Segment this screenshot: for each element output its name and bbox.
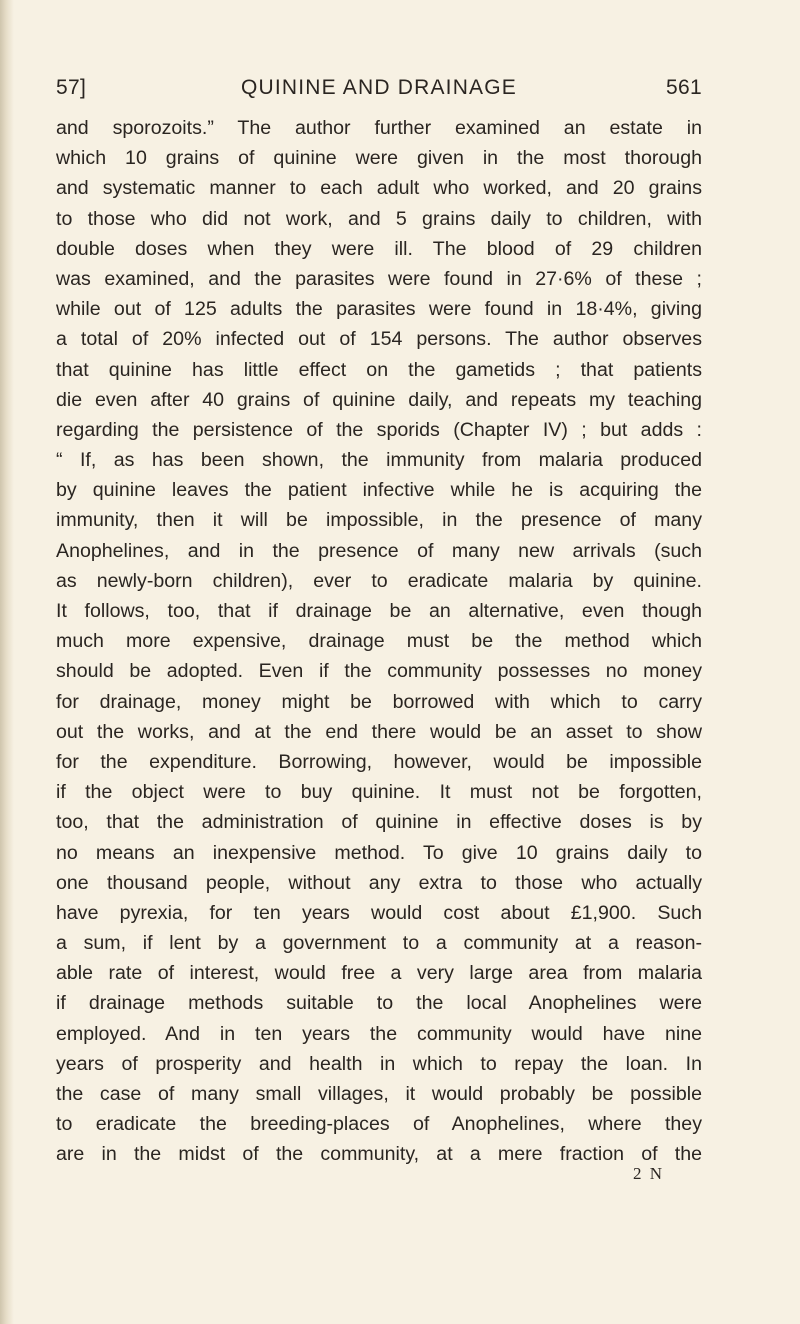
text-line: should be adopted. Even if the community possesses no money (56, 660, 702, 683)
text-line: are in the midst of the community, at a mere fraction of the (56, 1143, 702, 1166)
text-line: able rate of interest, would free a very large area from malaria (56, 962, 702, 985)
text-line: as newly-born children), ever to eradicate malaria by quinine. (56, 569, 702, 592)
text-line: to those who did not work, and 5 grains daily to children, with (56, 207, 702, 230)
text-line: was examined, and the parasites were found in 27·6% of these ; (56, 267, 702, 290)
text-line: a sum, if lent by a government to a community at a reason- (56, 932, 702, 955)
printer-signature-mark: 2 N (633, 1164, 665, 1183)
running-header (56, 76, 702, 106)
text-line: regarding the persistence of the sporids (Chapter IV) ; but adds : (56, 418, 702, 441)
text-line: no means an inexpensive method. To give 10 grains daily to (56, 841, 702, 864)
page-number: 561 (666, 76, 702, 99)
running-title: QUININE AND DRAINAGE (240, 76, 518, 99)
text-line: double doses when they were ill. The blood of 29 children (56, 237, 702, 260)
text-line: employed. And in ten years the community would have nine (56, 1022, 702, 1045)
text-line: and systematic manner to each adult who worked, and 20 grains (56, 177, 702, 200)
text-line: “ If, as has been shown, the immunity from malaria produced (56, 449, 702, 472)
text-line: It follows, too, that if drainage be an alternative, even though (56, 600, 702, 622)
text-line: have pyrexia, for ten years would cost about £1,900. Such (56, 901, 702, 924)
text-line: if drainage methods suitable to the local Anophelines were (56, 992, 702, 1015)
text-line: for drainage, money might be borrowed with which to carry (56, 690, 702, 713)
text-line: much more expensive, drainage must be the method which (56, 630, 702, 653)
text-line: which 10 grains of quinine were given in the most thorough (56, 147, 702, 170)
text-line: immunity, then it will be impossible, in the presence of many (56, 509, 702, 532)
text-line: Anophelines, and in the presence of many new arrivals (such (56, 539, 702, 562)
text-line: if the object were to buy quinine. It must not be forgotten, (56, 781, 702, 804)
section-number: 57] (56, 76, 87, 99)
text-line: die even after 40 grains of quinine daily, and repeats my teaching (56, 388, 702, 411)
page-edge-shadow (0, 0, 14, 1324)
text-line: years of prosperity and health in which to repay the loan. In (56, 1052, 702, 1075)
text-line: a total of 20% infected out of 154 persons. The author observes (56, 328, 702, 351)
text-line: that quinine has little effect on the gametids ; that patients (56, 358, 702, 381)
text-line: by quinine leaves the patient infective while he is acquiring the (56, 479, 702, 502)
text-line: while out of 125 adults the parasites were found in 18·4%, giving (56, 298, 702, 321)
text-line: too, that the administration of quinine in effective doses is by (56, 811, 702, 834)
text-line: out the works, and at the end there would be an asset to show (56, 720, 702, 743)
text-line: the case of many small villages, it would probably be possible (56, 1083, 702, 1105)
text-line: for the expenditure. Borrowing, however, would be impossible (56, 750, 702, 773)
text-line: to eradicate the breeding-places of Anophelines, where they (56, 1113, 702, 1136)
text-line: one thousand people, without any extra to those who actually (56, 871, 702, 894)
body-paragraph (56, 113, 702, 1170)
text-line: and sporozoits.” The author further examined an estate in (56, 117, 702, 139)
